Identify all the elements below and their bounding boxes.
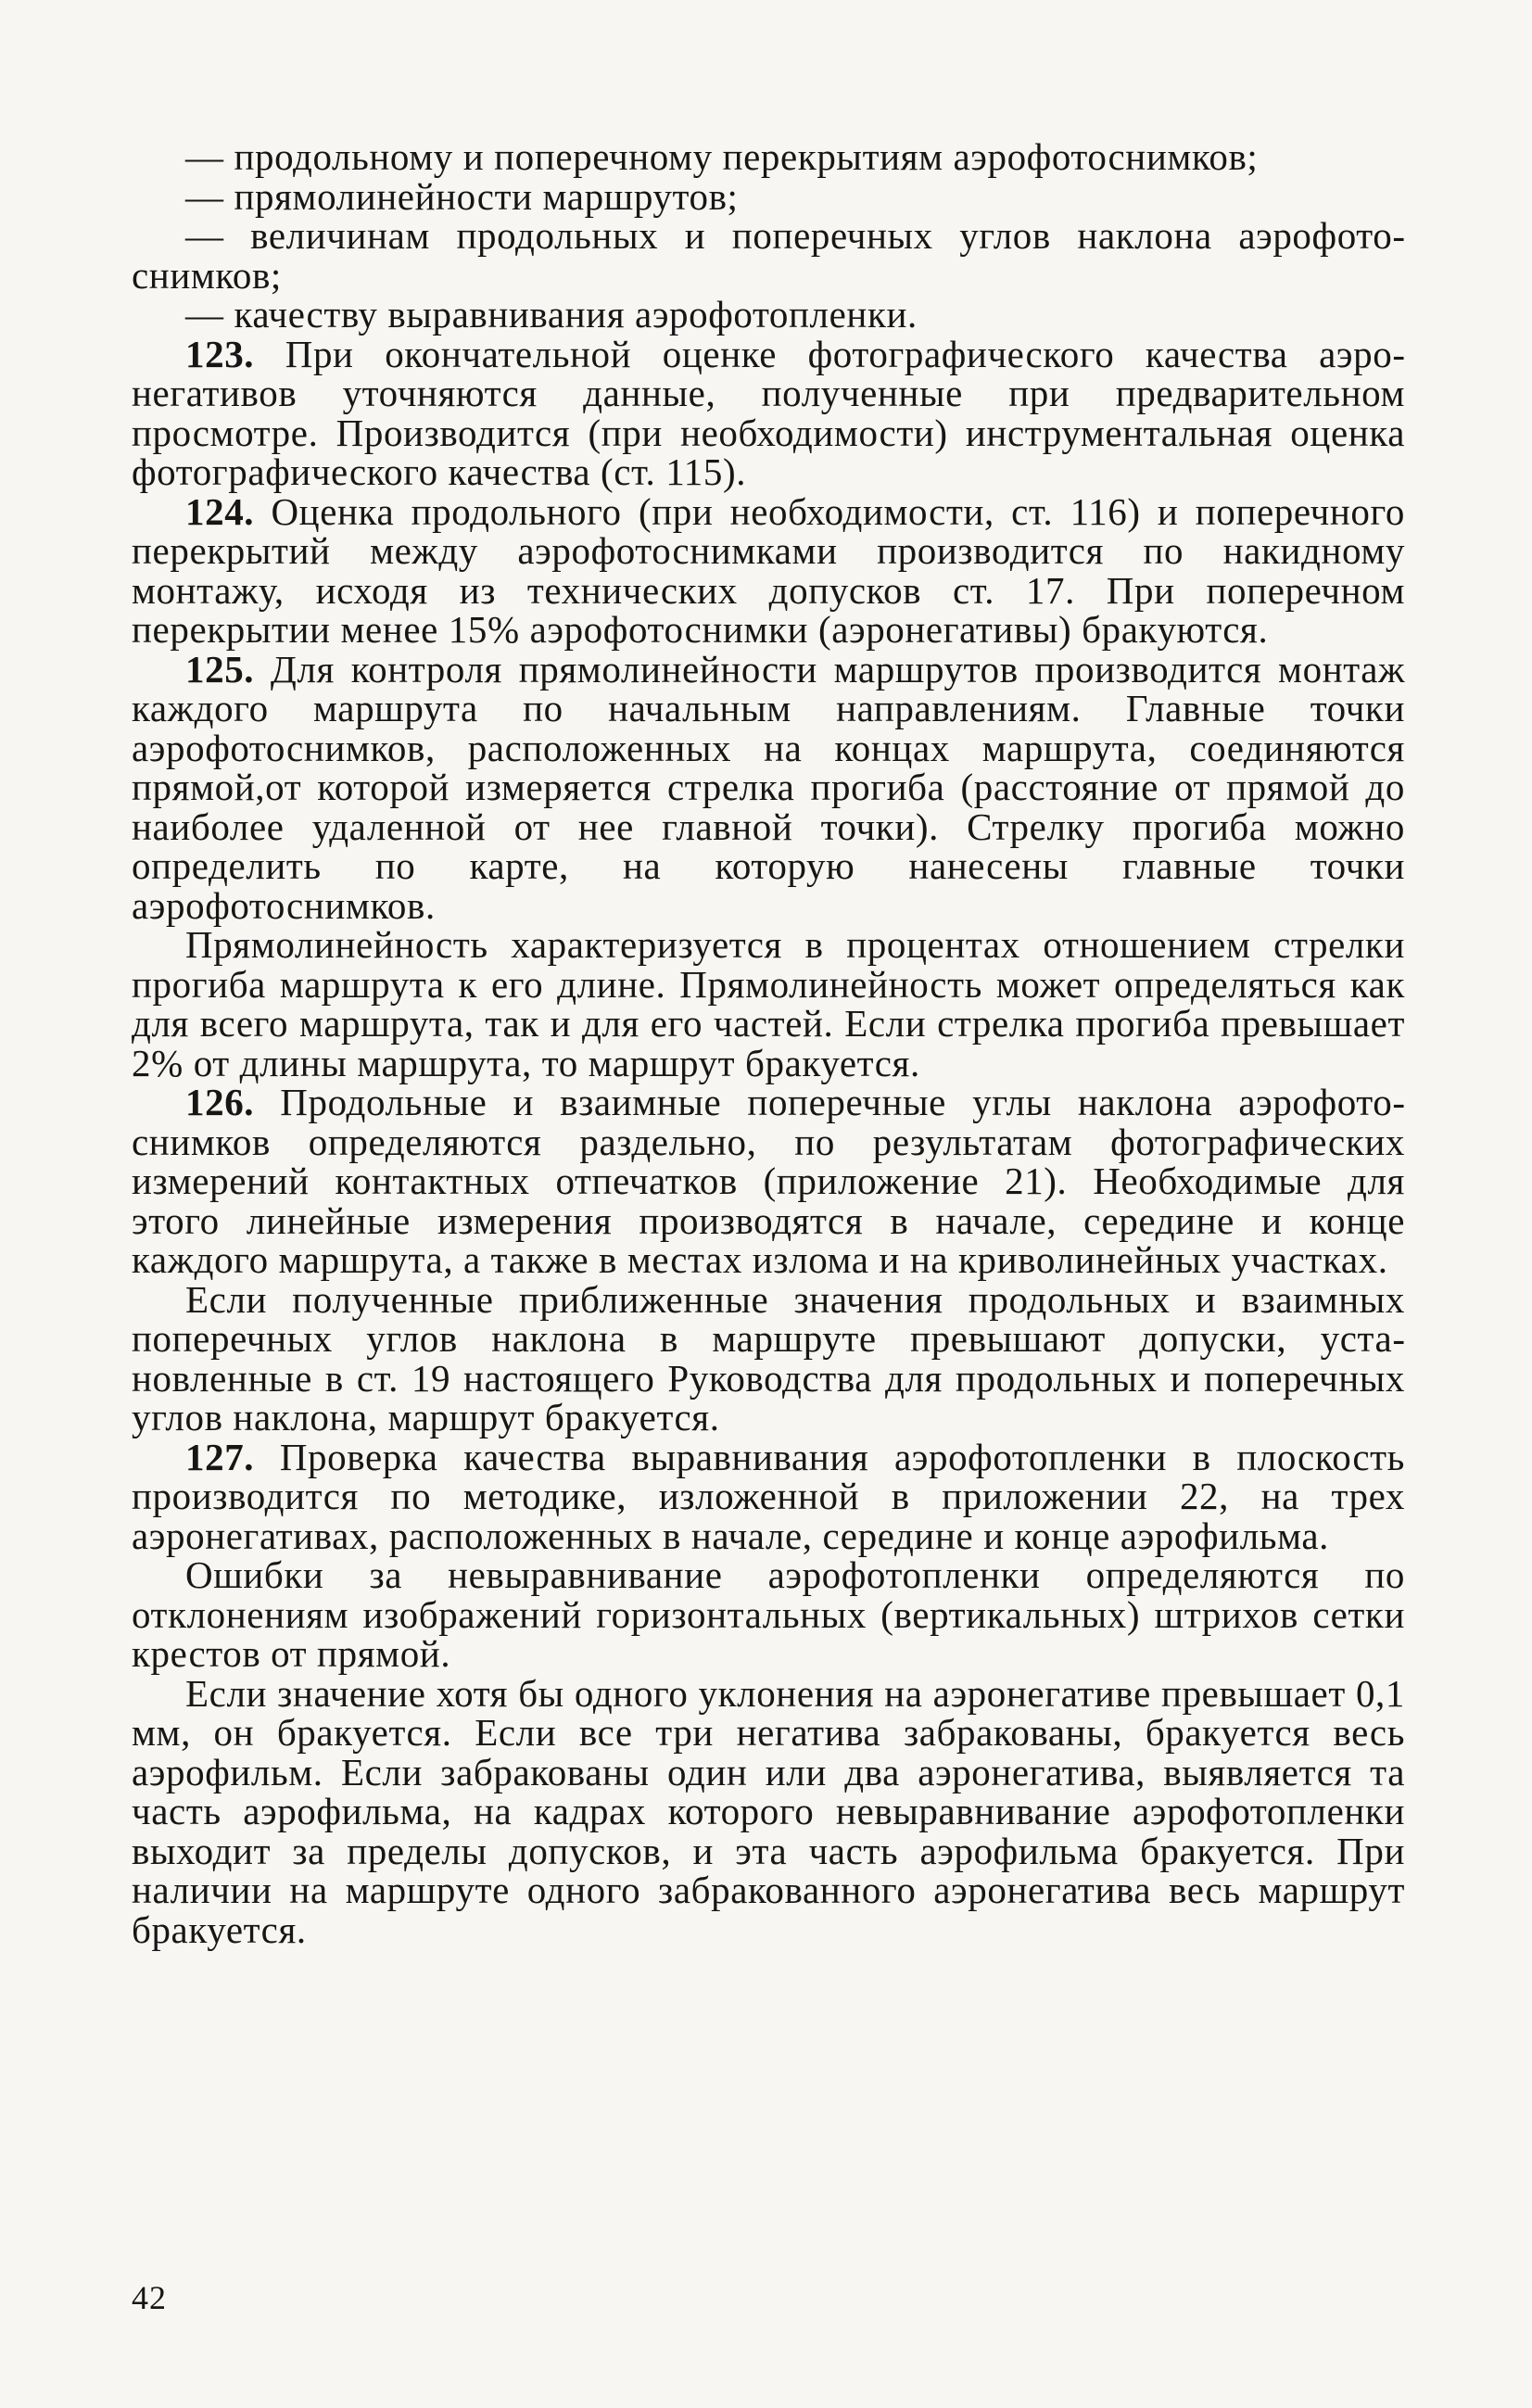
page-number: 42 (132, 2279, 167, 2316)
paragraph-7 (132, 647, 1405, 927)
paragraph-number: 125. (185, 647, 255, 691)
paragraph-12 (132, 1555, 1405, 1674)
paragraph-8 (132, 925, 1405, 1083)
paragraph-5 (132, 332, 1405, 493)
paragraph-text: Ошибки за невыравнивание аэрофотопленки определяются по отклонениям изображений горизонтальных (вертикальных) штрихов сетки крестов от прямой. (132, 1553, 1405, 1675)
paragraph-number: 127. (185, 1435, 255, 1478)
paragraph-11 (132, 1435, 1405, 1557)
paragraph-text: — величинам продольных и поперечных углов наклона аэрофотоснимков; (132, 214, 1405, 297)
paragraph-text: Прямолинейность характеризуется в процентах отношением стрелки прогиба маршрута к его длине. Прямолинейность может определяться как для всего маршрута, так и для его частей. Если стрелка прогиба превышает 2% от длины маршрута, то маршрут бракуется. (132, 923, 1405, 1084)
paragraph-text: Если полученные приближенные значения продольных и взаимных поперечных углов наклона в маршруте превышают допуски, установленные в ст. 19 настоящего Руководства для продольных и поперечных углов наклона, маршрут бракуется. (132, 1277, 1405, 1438)
paragraph-1 (132, 137, 1405, 177)
paragraph-text: — прямолинейности маршрутов; (185, 174, 739, 218)
paragraph-6 (132, 489, 1405, 651)
paragraph-text: — продольному и поперечному перекрытиям аэрофотоснимков; (185, 135, 1259, 178)
paragraph-2 (132, 174, 1405, 218)
paragraph-3 (132, 216, 1405, 295)
paragraph-number: 124. (185, 489, 255, 533)
paragraph-text: Оценка продольного (при необходимости, ст. 116) и поперечного перекрытий между аэрофотоснимками производится по накидному монтажу, исходя из технических допусков ст. 17. При поперечном перекрытии менее 15% аэрофотоснимки (аэронегативы) бракуются. (132, 489, 1405, 651)
paragraph-text: Для контроля прямолинейности маршрутов производится монтаж каждого маршрута по начальным направлениям. Главные точки аэрофотоснимков, расположенных на концах маршрута, соединяются прямой,от которой измеряется стрелка прогиба (расстояние от прямой до наиболее удаленной от нее главной точки). Стрелку прогиба можно определить по карте, на которую нанесены главные точки аэрофотоснимков. (132, 647, 1405, 927)
paragraph-text: — качеству выравнивания аэрофотопленки. (185, 293, 918, 336)
paragraph-9 (132, 1083, 1405, 1280)
paragraph-number: 123. (185, 332, 255, 375)
paragraph-text: При окончательной оценке фотографического качества аэронегативов уточняются данные, полученные при предварительном просмотре. Производится (при необходимости) инструментальная оценка фотографического качества (ст. 115). (132, 332, 1405, 493)
paragraph-4 (132, 295, 1405, 335)
paragraph-text: Продольные и взаимные поперечные углы наклона аэрофотоснимков определяются раздельно, по результатам фотографических измерений контактных отпечатков (приложение 21). Необходимые для этого линейные измерения производятся в начале, середине и конце каждого маршрута, а также в местах излома и на криволинейных участках. (132, 1081, 1405, 1281)
paragraph-text: Проверка качества выравнивания аэрофотопленки в плоскость производится по методике, изложенной в приложении 22, на трех аэронегативах, расположенных в начале, середине и конце аэрофильма. (132, 1435, 1405, 1557)
paragraph-text: Если значение хотя бы одного уклонения на аэронегативе превышает 0,1 мм, он бракуется. Если все три негатива забракованы, бракуется весь аэрофильм. Если забракованы один или два аэронегатива, выявляется та часть аэрофильма, на кадрах которого невыравнивание аэрофотопленки выходит за пределы допусков, и эта часть аэрофильма бракуется. При наличии на маршруте одного забракованного аэронегатива весь маршрут бракуется. (132, 1671, 1405, 1951)
paragraph-10 (132, 1277, 1405, 1438)
text-column (132, 137, 1405, 1949)
paragraph-number: 126. (185, 1081, 255, 1123)
paragraph-13 (132, 1671, 1405, 1951)
